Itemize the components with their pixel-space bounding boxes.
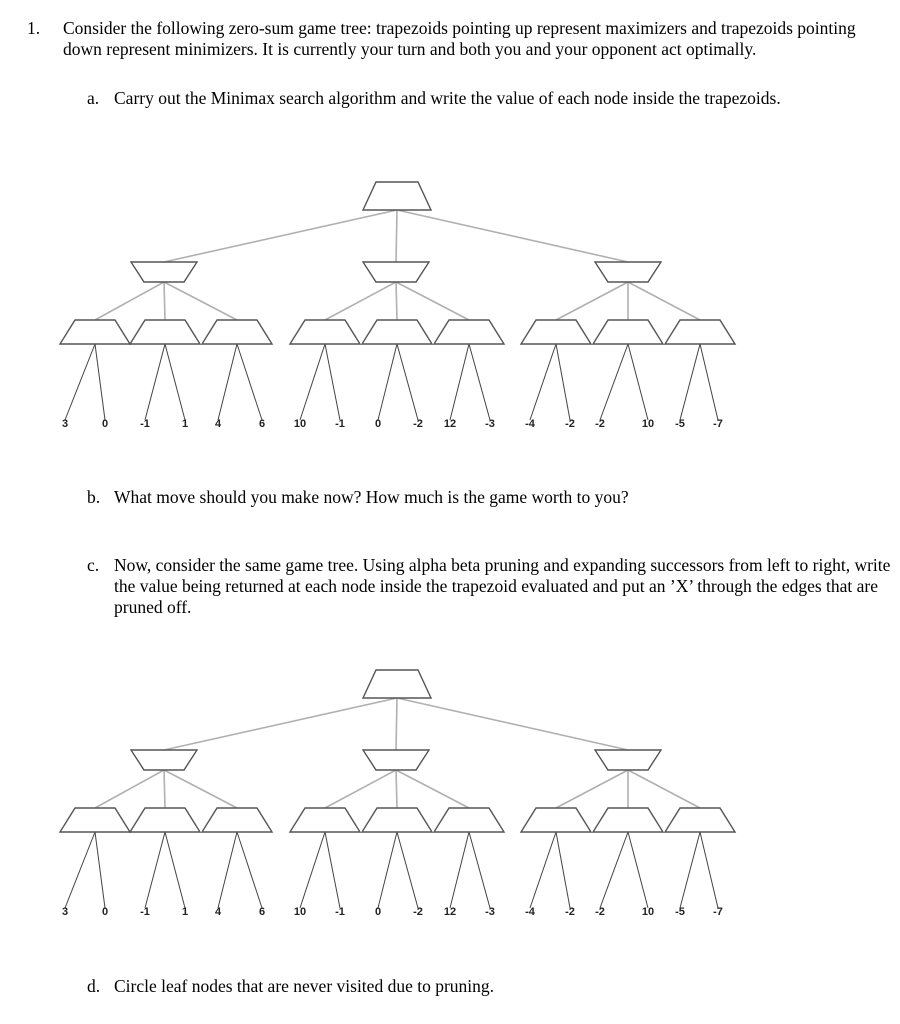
edge-max-leaf-2 xyxy=(145,832,165,908)
edge-max-leaf-5 xyxy=(237,832,262,908)
part-d-text: Circle leaf nodes that are never visited due to pruning. xyxy=(114,976,495,996)
leaf-value: -2 xyxy=(565,418,575,430)
edge-min-max-0 xyxy=(95,770,164,808)
edge-max-leaf-17 xyxy=(700,832,718,908)
min-node-0[interactable] xyxy=(131,750,197,770)
leaf-value: -2 xyxy=(413,418,423,430)
edge-root-min-0 xyxy=(164,698,397,750)
root-max-node[interactable] xyxy=(363,670,431,698)
leaf-value: -5 xyxy=(675,906,685,918)
min-node-1[interactable] xyxy=(363,750,429,770)
leaf-value: 10 xyxy=(641,906,655,918)
edge-max-leaf-6 xyxy=(300,832,325,908)
part-a-label: a. xyxy=(87,88,100,108)
leaf-value: 1 xyxy=(181,906,189,918)
leaf-value: -2 xyxy=(595,906,605,918)
edge-min-max-8 xyxy=(628,770,700,808)
max-node-6[interactable] xyxy=(521,808,591,832)
leaf-value: 6 xyxy=(258,906,266,918)
question-intro: Consider the following zero-sum game tree: trapezoids pointing up represent maximizers and trapezoids pointing down represent minimizers. It is currently your turn and both you and your opponent act optimally. xyxy=(63,18,856,59)
max-node-1[interactable] xyxy=(130,808,200,832)
leaf-value: -4 xyxy=(525,906,535,918)
leaf-value: -1 xyxy=(335,418,345,430)
edge-min-max-4 xyxy=(396,770,397,808)
max-node-8[interactable] xyxy=(665,808,735,832)
leaf-value: 0 xyxy=(374,418,382,430)
leaf-value: 0 xyxy=(101,906,109,918)
edge-root-min-2 xyxy=(397,698,628,750)
edge-max-leaf-13 xyxy=(556,832,570,908)
leaf-value: 10 xyxy=(293,418,307,430)
edge-max-leaf-9 xyxy=(397,832,418,908)
edge-max-leaf-16 xyxy=(680,832,700,908)
leaf-value: -3 xyxy=(485,418,495,430)
max-node-7[interactable] xyxy=(593,808,663,832)
max-node-5[interactable] xyxy=(434,808,504,832)
edge-max-leaf-8 xyxy=(378,832,397,908)
leaf-value: 4 xyxy=(214,418,222,430)
max-node-3[interactable] xyxy=(290,808,360,832)
leaf-value: 6 xyxy=(258,418,266,430)
max-node-2[interactable] xyxy=(202,808,272,832)
leaf-value: -1 xyxy=(335,906,345,918)
edge-min-max-5 xyxy=(396,770,469,808)
leaf-value: 10 xyxy=(293,906,307,918)
leaf-value: -7 xyxy=(713,906,723,918)
leaf-value: 1 xyxy=(181,418,189,430)
leaf-value: 4 xyxy=(214,906,222,918)
leaf-value: 3 xyxy=(61,418,69,430)
leaf-value: 0 xyxy=(374,906,382,918)
leaf-value: -5 xyxy=(675,418,685,430)
leaf-value: -7 xyxy=(713,418,723,430)
part-b-label: b. xyxy=(87,487,101,507)
leaf-value: 12 xyxy=(443,906,457,918)
edge-max-leaf-0 xyxy=(65,832,95,908)
edge-root-min-1 xyxy=(396,698,397,750)
edge-max-leaf-4 xyxy=(218,832,237,908)
leaf-value: -1 xyxy=(140,906,150,918)
part-a-text: Carry out the Minimax search algorithm and write the value of each node inside the trapezoids. xyxy=(114,88,781,108)
leaf-value: -4 xyxy=(525,418,535,430)
edge-max-leaf-1 xyxy=(95,832,105,908)
edge-min-max-6 xyxy=(556,770,628,808)
max-node-0[interactable] xyxy=(60,808,130,832)
part-b-text: What move should you make now? How much is the game worth to you? xyxy=(114,487,629,507)
edge-min-max-3 xyxy=(325,770,396,808)
edge-max-leaf-10 xyxy=(450,832,469,908)
edge-max-leaf-12 xyxy=(530,832,556,908)
leaf-value: -3 xyxy=(485,906,495,918)
leaf-value: -2 xyxy=(413,906,423,918)
edge-max-leaf-3 xyxy=(165,832,185,908)
leaf-value: -2 xyxy=(595,418,605,430)
part-c-label: c. xyxy=(87,555,100,575)
edge-max-leaf-7 xyxy=(325,832,340,908)
edge-max-leaf-14 xyxy=(600,832,628,908)
part-c-text: Now, consider the same game tree. Using alpha beta pruning and expanding successors from left to right, write the value being returned at each node inside the trapezoid evaluated and put an ’X’ through the edges that are pruned off. xyxy=(114,555,891,617)
min-node-2[interactable] xyxy=(595,750,661,770)
edge-max-leaf-15 xyxy=(628,832,648,908)
leaf-value: 12 xyxy=(443,418,457,430)
leaf-value: -1 xyxy=(140,418,150,430)
leaf-value: 10 xyxy=(641,418,655,430)
question-number: 1. xyxy=(27,18,41,38)
part-d-label: d. xyxy=(87,976,101,996)
edge-min-max-1 xyxy=(164,770,165,808)
leaf-value: 0 xyxy=(101,418,109,430)
edge-min-max-2 xyxy=(164,770,237,808)
max-node-4[interactable] xyxy=(362,808,432,832)
leaf-value: 3 xyxy=(61,906,69,918)
edge-max-leaf-11 xyxy=(469,832,490,908)
leaf-value: -2 xyxy=(565,906,575,918)
